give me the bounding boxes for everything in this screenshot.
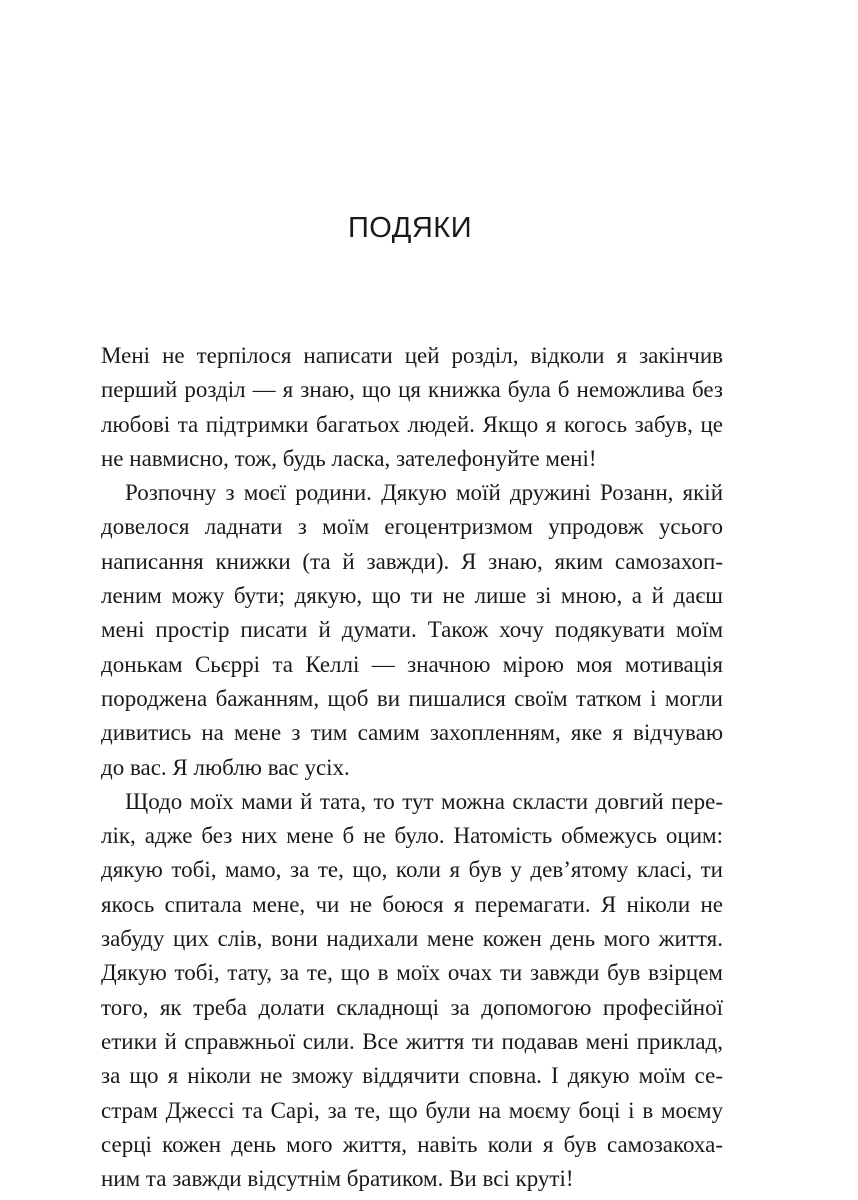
text-line: лік, адже без них мене б не було. Натомість обмежусь оцим: (101, 823, 723, 849)
text-line: забуду цих слів, вони надихали мене кожен день мого життя. (101, 926, 723, 952)
text-line: Розпочну з моєї родини. Дякую моїй дружині Розанн, якій (125, 480, 723, 506)
text-line: написання книжки (та й завжди). Я знаю, яким самозахоп- (101, 548, 723, 574)
text-line: любові та підтримки багатьох людей. Якщо я когось забув, це (101, 411, 723, 437)
paragraph-3 (101, 785, 723, 1197)
paragraph-1 (101, 339, 723, 476)
chapter-body (101, 339, 723, 1196)
text-line: дивитись на мене з тим самим захопленням, яке я відчуваю (101, 720, 723, 746)
text-line: Дякую тобі, тату, за те, що в моїх очах ти завжди був взірцем (101, 960, 723, 986)
text-line: ним та завжди відсутнім братиком. Ви всі круті! (101, 1166, 574, 1192)
text-line: до вас. Я люблю вас усіх. (101, 754, 350, 780)
text-line: породжена бажанням, щоб ви пишалися своїм татком і могли (101, 685, 723, 711)
text-line: мені простір писати й думати. Також хочу подякувати моїм (101, 617, 723, 643)
text-line: не навмисно, тож, будь ласка, зателефонуйте мені! (101, 445, 597, 471)
text-line: того, як треба долати складнощі за допомогою професійної (101, 994, 723, 1020)
text-line: Мені не терпілося написати цей розділ, відколи я закінчив (101, 343, 723, 368)
text-line: якось спитала мене, чи не боюся я перемагати. Я ніколи не (101, 891, 723, 917)
text-line: леним можу бути; дякую, що ти не лише зі мною, а й даєш (101, 583, 723, 609)
text-line: перший розділ — я знаю, що ця книжка була б неможлива без (101, 377, 723, 403)
paragraph-2 (101, 476, 723, 785)
chapter-title: ПОДЯКИ (347, 212, 473, 244)
text-line: етики й справжньої сили. Все життя ти подавав мені приклад, (101, 1028, 723, 1054)
text-line: Щодо моїх мами й тата, то тут можна скласти довгий пере- (125, 788, 723, 814)
text-line: серці кожен день мого життя, навіть коли я був самозакоха- (101, 1131, 723, 1157)
text-line: за що я ніколи не зможу віддячити сповна. І дякую моїм се- (101, 1063, 723, 1089)
text-line: страм Джессі та Сарі, за те, що були на моєму боці і в моєму (101, 1097, 723, 1123)
text-line: дякую тобі, мамо, за те, що, коли я був у дев’ятому класі, ти (101, 857, 723, 883)
text-line: донькам Сьєррі та Келлі — значною мірою моя мотивація (101, 651, 723, 677)
text-line: довелося ладнати з моїм егоцентризмом упродовж усього (101, 514, 723, 540)
